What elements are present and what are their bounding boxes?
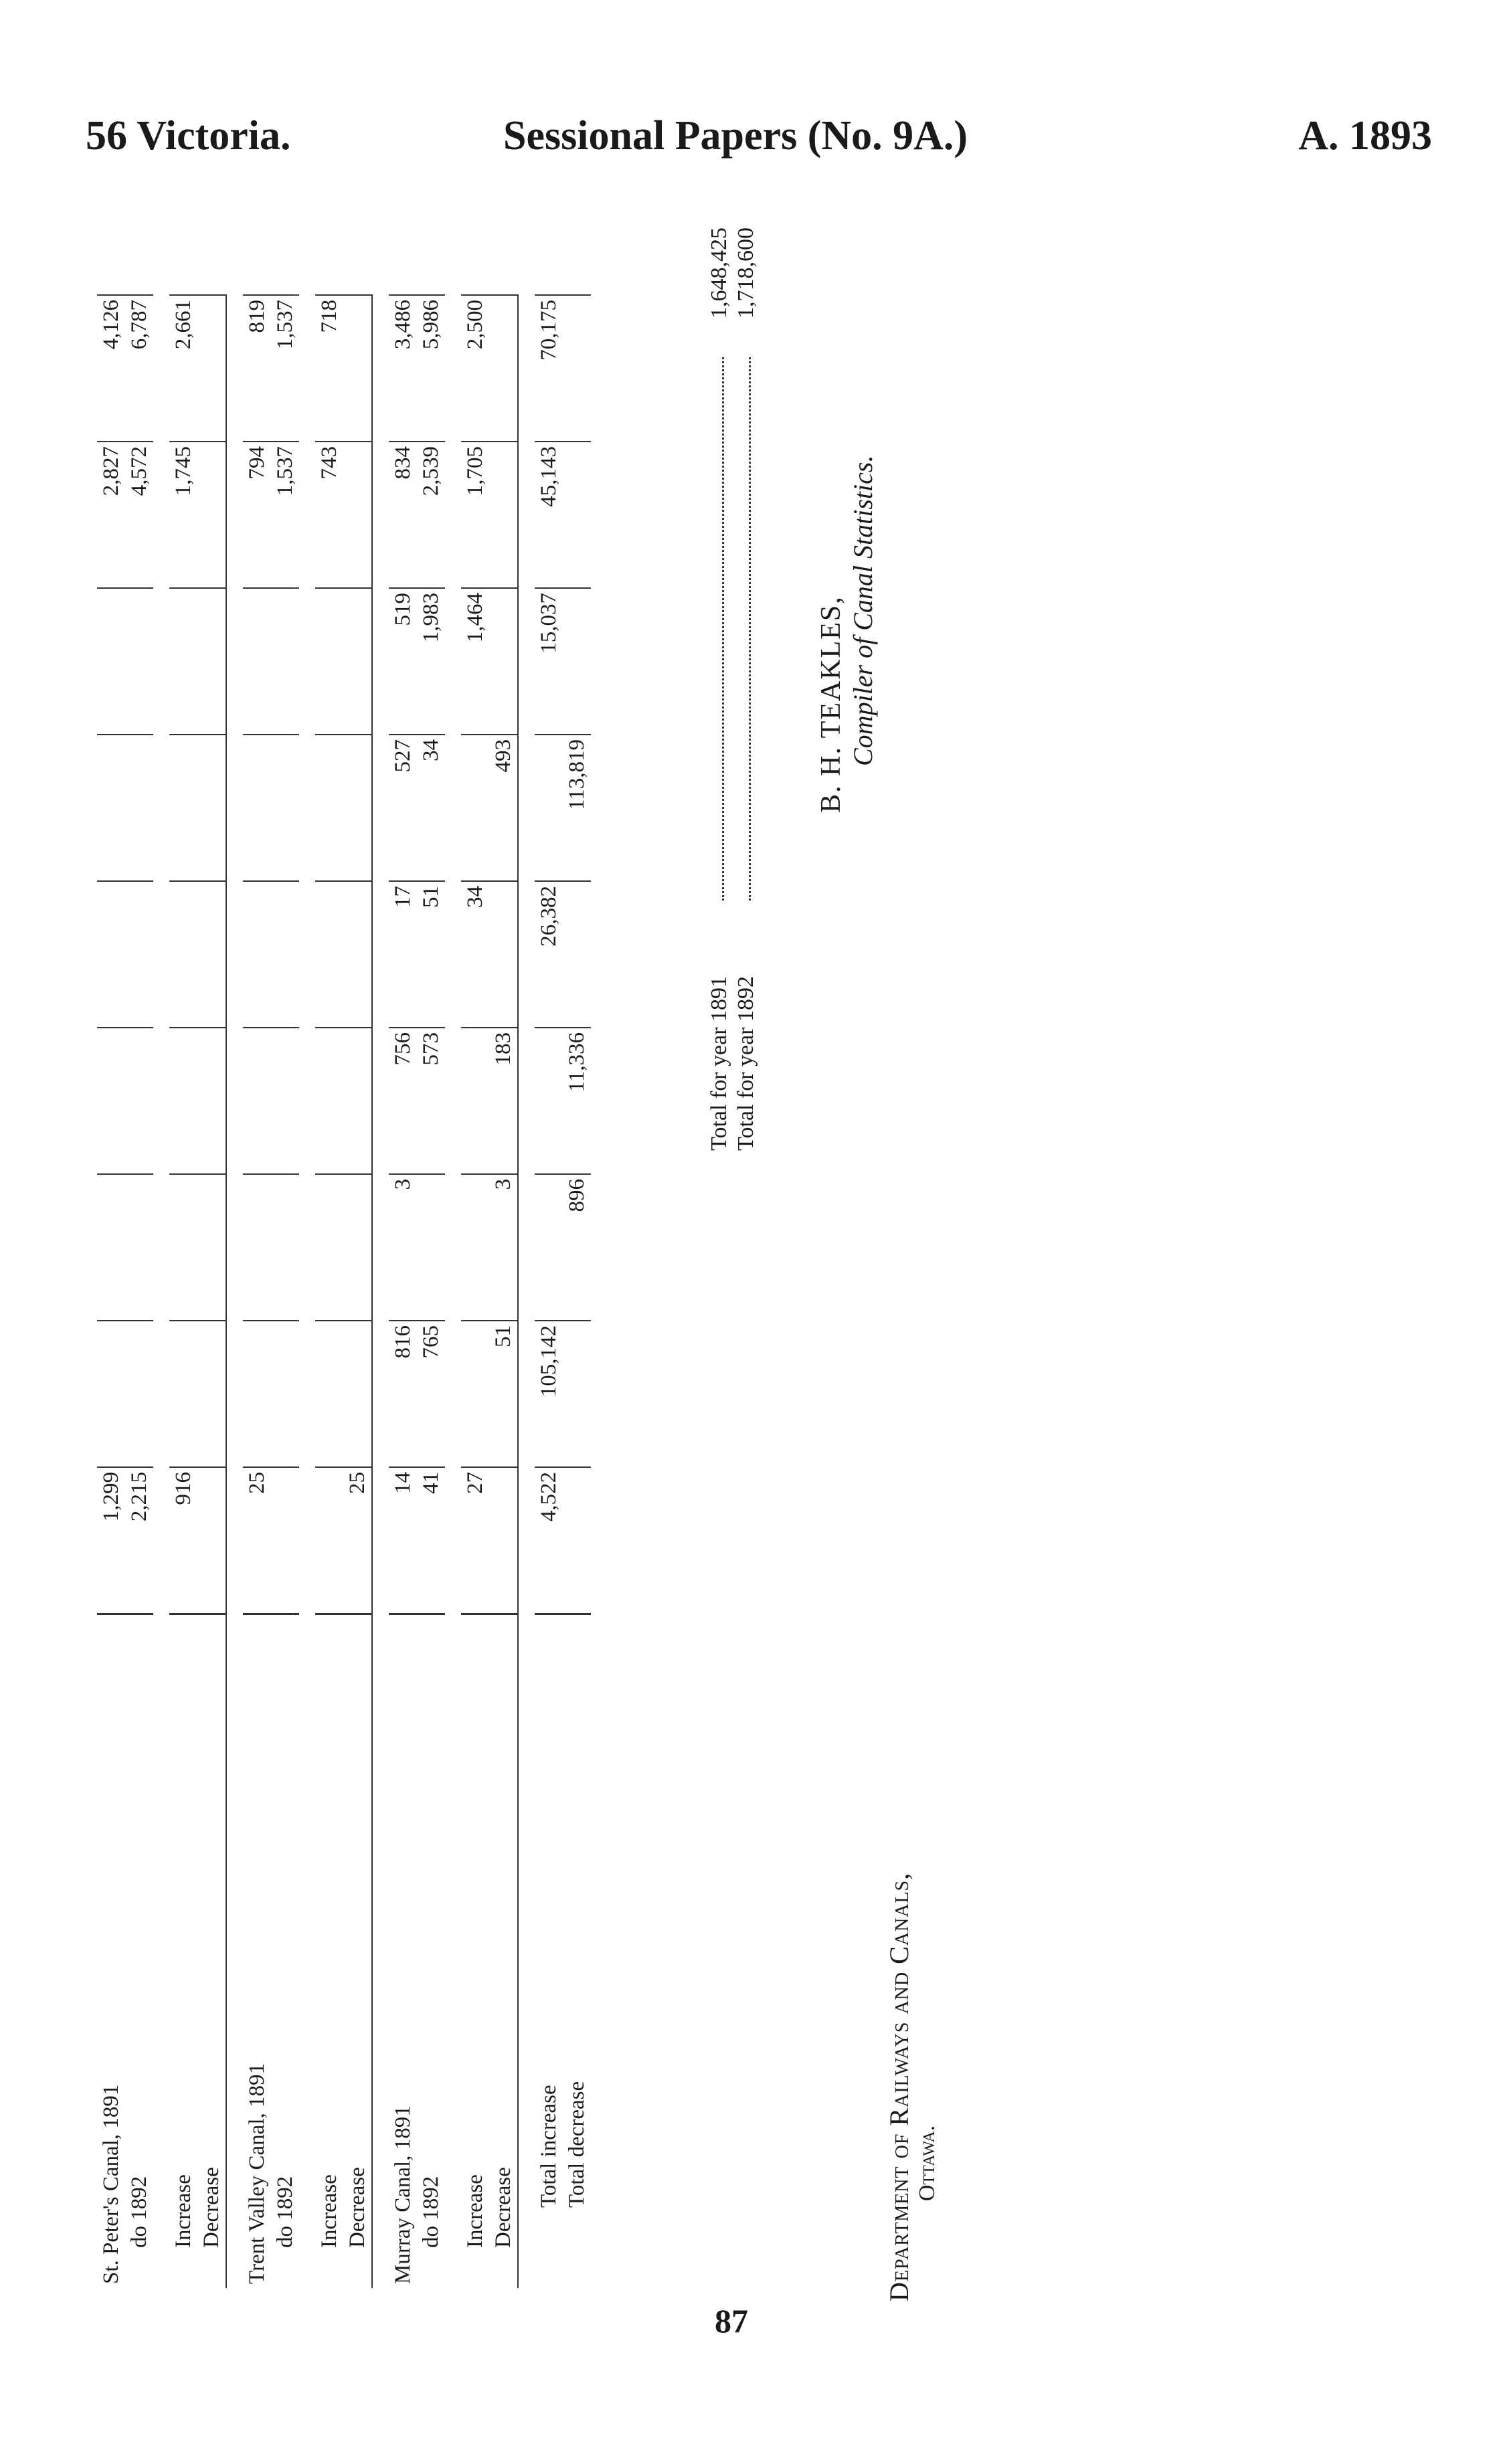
table-row xyxy=(169,295,197,2288)
cell-value xyxy=(315,735,343,881)
row-label: Total decrease xyxy=(563,1614,591,2289)
cell-value: 819 xyxy=(243,295,271,442)
cell-value xyxy=(489,588,518,735)
table-row xyxy=(535,295,563,2288)
cell-value: 41 xyxy=(417,1467,445,1614)
cell-value xyxy=(97,1321,125,1467)
cell-value: 2,661 xyxy=(169,295,197,442)
cell-value xyxy=(169,881,197,1028)
cell-value: 6,787 xyxy=(125,295,153,442)
cell-value xyxy=(125,588,153,735)
cell-value xyxy=(315,1321,343,1467)
cell-value: 718 xyxy=(315,295,343,442)
cell-value xyxy=(489,1467,518,1614)
row-label: Trent Valley Canal, 1891 xyxy=(243,1614,271,2289)
table-row xyxy=(243,295,271,2288)
cell-value: 1,537 xyxy=(271,442,299,588)
cell-value xyxy=(197,1028,226,1174)
cell-value: 756 xyxy=(389,1028,417,1174)
header-title: Sessional Papers (No. 9A.) xyxy=(503,113,968,159)
cell-value: 14 xyxy=(389,1467,417,1614)
cell-value: 4,522 xyxy=(535,1467,563,1614)
cell-value: 27 xyxy=(461,1467,489,1614)
cell-value: 25 xyxy=(343,1467,372,1614)
cell-value xyxy=(97,881,125,1028)
cell-value xyxy=(125,1174,153,1321)
cell-value xyxy=(97,735,125,881)
cell-value xyxy=(343,588,372,735)
spacer-row xyxy=(226,295,243,2288)
leader-dots xyxy=(715,357,724,901)
cell-value xyxy=(169,588,197,735)
total-row-1891 xyxy=(706,227,733,1151)
cell-value xyxy=(197,735,226,881)
table-row xyxy=(417,295,445,2288)
cell-value xyxy=(417,1174,445,1321)
row-label: Decrease xyxy=(489,1614,518,2289)
cell-value xyxy=(489,295,518,442)
cell-value: 11,336 xyxy=(563,1028,591,1174)
cell-value xyxy=(563,1467,591,1614)
cell-value: 2,500 xyxy=(461,295,489,442)
row-label: Decrease xyxy=(343,1614,372,2289)
department-block xyxy=(883,1873,940,2301)
cell-value: 45,143 xyxy=(535,442,563,588)
row-label: Increase xyxy=(169,1614,197,2289)
header-year: A. 1893 xyxy=(1298,113,1432,159)
cell-value: 25 xyxy=(243,1467,271,1614)
cell-value xyxy=(489,881,518,1028)
canal-statistics-table xyxy=(97,147,699,2288)
cell-value: 34 xyxy=(417,735,445,881)
cell-value xyxy=(243,735,271,881)
signature-block xyxy=(815,456,879,813)
cell-value: 17 xyxy=(389,881,417,1028)
cell-value xyxy=(197,588,226,735)
cell-value: 2,539 xyxy=(417,442,445,588)
table-row xyxy=(563,295,591,2288)
cell-value: 105,142 xyxy=(535,1321,563,1467)
cell-value xyxy=(461,1321,489,1467)
cell-value xyxy=(97,1028,125,1174)
cell-value xyxy=(461,1174,489,1321)
header-volume: 56 Victoria. xyxy=(86,113,291,159)
cell-value xyxy=(343,1174,372,1321)
cell-value xyxy=(243,1321,271,1467)
cell-value: 26,382 xyxy=(535,881,563,1028)
cell-value: 519 xyxy=(389,588,417,735)
cell-value xyxy=(489,442,518,588)
cell-value: 916 xyxy=(169,1467,197,1614)
table-row xyxy=(389,295,417,2288)
cell-value: 15,037 xyxy=(535,588,563,735)
cell-value: 4,572 xyxy=(125,442,153,588)
cell-value: 51 xyxy=(489,1321,518,1467)
department-city: Ottawa. xyxy=(915,2125,940,2201)
cell-value xyxy=(271,1028,299,1174)
cell-value: 493 xyxy=(489,735,518,881)
cell-value xyxy=(197,1321,226,1467)
cell-value xyxy=(315,881,343,1028)
cell-value xyxy=(243,881,271,1028)
cell-value: 1,537 xyxy=(271,295,299,442)
row-label: Decrease xyxy=(197,1614,226,2289)
cell-value: 1,299 xyxy=(97,1467,125,1614)
cell-value xyxy=(271,1467,299,1614)
cell-value xyxy=(197,1467,226,1614)
cell-value xyxy=(243,1174,271,1321)
total-label: Total for year 1891 xyxy=(707,975,731,1151)
spacer-row xyxy=(518,295,535,2288)
spacer-row xyxy=(153,295,169,2288)
cell-value xyxy=(343,881,372,1028)
cell-value: 794 xyxy=(243,442,271,588)
page-number: 87 xyxy=(715,2302,748,2340)
cell-value xyxy=(271,881,299,1028)
cell-value xyxy=(197,442,226,588)
spacer-row xyxy=(445,295,461,2288)
table-row xyxy=(489,295,518,2288)
cell-value xyxy=(169,1028,197,1174)
table-row xyxy=(461,295,489,2288)
cell-value xyxy=(197,1174,226,1321)
signature-name: B. H. TEAKLES, xyxy=(816,595,847,813)
cell-value: 1,705 xyxy=(461,442,489,588)
cell-value xyxy=(169,735,197,881)
cell-value xyxy=(125,881,153,1028)
table-row xyxy=(271,295,299,2288)
spacer-row xyxy=(299,295,315,2288)
cell-value xyxy=(343,735,372,881)
cell-value xyxy=(535,1028,563,1174)
cell-value: 2,827 xyxy=(97,442,125,588)
cell-value: 2,215 xyxy=(125,1467,153,1614)
cell-value xyxy=(315,1028,343,1174)
cell-value xyxy=(197,881,226,1028)
cell-value: 70,175 xyxy=(535,295,563,442)
row-label: Increase xyxy=(315,1614,343,2289)
cell-value xyxy=(563,295,591,442)
cell-value: 3,486 xyxy=(389,295,417,442)
row-label: Increase xyxy=(461,1614,489,2289)
table-row xyxy=(125,295,153,2288)
cell-value xyxy=(243,588,271,735)
cell-value xyxy=(563,881,591,1028)
cell-value: 765 xyxy=(417,1321,445,1467)
total-value: 1,648,425 xyxy=(707,227,731,318)
cell-value xyxy=(169,1174,197,1321)
cell-value xyxy=(461,735,489,881)
cell-value xyxy=(315,1467,343,1614)
cell-value xyxy=(343,295,372,442)
cell-value: 816 xyxy=(389,1321,417,1467)
cell-value xyxy=(197,295,226,442)
cell-value xyxy=(271,1321,299,1467)
total-row-1892 xyxy=(733,227,760,1151)
total-label: Total for year 1892 xyxy=(733,975,758,1151)
leader-dots xyxy=(742,357,751,901)
cell-value xyxy=(343,1321,372,1467)
cell-value: 51 xyxy=(417,881,445,1028)
cell-value xyxy=(535,1174,563,1321)
cell-value xyxy=(563,442,591,588)
cell-value xyxy=(461,1028,489,1174)
cell-value xyxy=(271,1174,299,1321)
signature-title: Compiler of Canal Statistics. xyxy=(848,455,878,766)
cell-value xyxy=(271,735,299,881)
cell-value: 527 xyxy=(389,735,417,881)
cell-value xyxy=(315,588,343,735)
cell-value: 34 xyxy=(461,881,489,1028)
cell-value xyxy=(125,1321,153,1467)
cell-value xyxy=(125,735,153,881)
cell-value xyxy=(169,1321,197,1467)
total-value: 1,718,600 xyxy=(733,227,758,318)
cell-value xyxy=(125,1028,153,1174)
cell-value xyxy=(535,735,563,881)
year-totals xyxy=(706,227,760,1151)
cell-value xyxy=(271,588,299,735)
cell-value: 573 xyxy=(417,1028,445,1174)
department-name: Department of Railways and Canals, xyxy=(884,1872,914,2301)
cell-value: 1,983 xyxy=(417,588,445,735)
cell-value xyxy=(343,442,372,588)
cell-value xyxy=(315,1174,343,1321)
cell-value xyxy=(343,1028,372,1174)
cell-value xyxy=(97,588,125,735)
row-label: do 1892 xyxy=(417,1614,445,2289)
cell-value: 743 xyxy=(315,442,343,588)
row-label: Total increase xyxy=(535,1614,563,2289)
statistics-table xyxy=(97,294,591,2288)
row-label: St. Peter's Canal, 1891 xyxy=(97,1614,125,2289)
cell-value xyxy=(563,1321,591,1467)
cell-value: 4,126 xyxy=(97,295,125,442)
cell-value xyxy=(243,1028,271,1174)
cell-value: 1,745 xyxy=(169,442,197,588)
cell-value: 3 xyxy=(389,1174,417,1321)
row-label: do 1892 xyxy=(125,1614,153,2289)
cell-value: 896 xyxy=(563,1174,591,1321)
cell-value xyxy=(97,1174,125,1321)
cell-value: 3 xyxy=(489,1174,518,1321)
table-row xyxy=(343,295,372,2288)
table-row xyxy=(197,295,226,2288)
cell-value xyxy=(563,588,591,735)
cell-value: 5,986 xyxy=(417,295,445,442)
cell-value: 1,464 xyxy=(461,588,489,735)
cell-value: 183 xyxy=(489,1028,518,1174)
table-row xyxy=(315,295,343,2288)
row-label: do 1892 xyxy=(271,1614,299,2289)
cell-value: 834 xyxy=(389,442,417,588)
table-row xyxy=(97,295,125,2288)
row-label: Murray Canal, 1891 xyxy=(389,1614,417,2289)
spacer-row xyxy=(372,295,389,2288)
cell-value: 113,819 xyxy=(563,735,591,881)
